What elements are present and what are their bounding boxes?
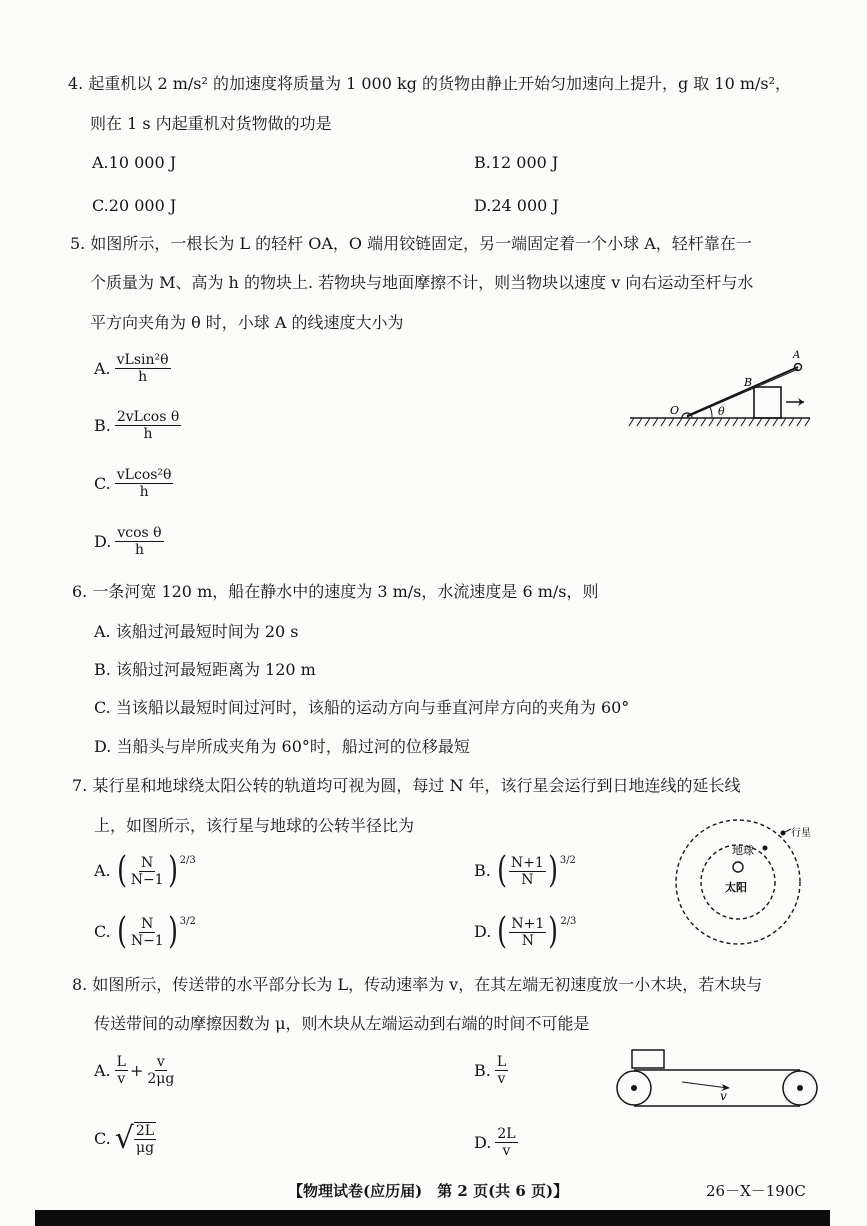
q5-option-b[interactable]: B. $\frac{\text{2vLcos θ}}{h}$ xyxy=(94,409,180,442)
bottom-black-bar xyxy=(35,1210,830,1226)
earth-dot xyxy=(763,846,768,851)
velocity-arrow xyxy=(682,1082,728,1088)
label-planet: 行星 xyxy=(791,828,811,839)
block xyxy=(754,387,781,418)
q5-option-a[interactable]: A. $\frac{\text{vLsin²θ}}{h}$ xyxy=(94,352,169,385)
q7-option-d-expression: ( $\frac{N+1}{N}$ ) $^{2/3}$ xyxy=(497,911,577,952)
q8-option-b[interactable]: B. $\frac{L}{v}$ xyxy=(474,1054,507,1087)
ground-hatching xyxy=(629,418,810,426)
q5-option-c[interactable]: C. $\frac{\text{vLcos²θ}}{h}$ xyxy=(94,467,172,500)
q8-stem-line2: 传送带间的动摩擦因数为 μ，则木块从左端运动到右端的时间不可能是 xyxy=(94,1014,590,1033)
q5-option-d-fraction: $\frac{\text{vcos θ}}{h}$ xyxy=(117,525,162,558)
q4-stem-line1: 4. 起重机以 2 m/s² 的加速度将质量为 1 000 kg 的货物由静止开始匀加速向上提升，g 取 10 m/s²， xyxy=(68,74,792,93)
footer-title: 【物理试卷(应历届) 第 2 页(共 6 页)】 xyxy=(288,1182,569,1200)
wood-block xyxy=(632,1050,664,1068)
q5-stem-line3: 平方向夹角为 θ 时，小球 A 的线速度大小为 xyxy=(90,313,404,332)
angle-arc xyxy=(710,407,712,418)
q4-option-d[interactable]: D.24 000 J xyxy=(474,196,559,215)
label-v: v xyxy=(720,1089,727,1103)
sun-icon xyxy=(733,862,743,872)
label-earth: 地球 xyxy=(732,844,754,857)
q8-option-a[interactable]: A. $\frac{L}{v}$ + $\frac{v}{2\mu g}$ xyxy=(94,1054,175,1087)
q7-option-c[interactable]: C. ( $\frac{N}{N-1}$ ) $^{3/2}$ xyxy=(94,911,196,952)
q6-stem: 6. 一条河宽 120 m，船在静水中的速度为 3 m/s，水流速度是 6 m/s，则 xyxy=(72,582,599,601)
q7-option-a[interactable]: A. ( $\frac{N}{N-1}$ ) $^{2/3}$ xyxy=(94,850,196,891)
q8-option-d[interactable]: D. $\frac{2L}{v}$ xyxy=(474,1126,516,1159)
q7-stem-line2: 上，如图所示，该行星与地球的公转半径比为 xyxy=(94,816,415,835)
q4-option-a[interactable]: A.10 000 J xyxy=(92,153,177,172)
q5-option-c-fraction: $\frac{\text{vLcos²θ}}{h}$ xyxy=(116,467,172,500)
q7-stem-line1: 7. 某行星和地球绕太阳公转的轨道均可视为圆，每过 N 年，该行星会运行到日地连线的延长线 xyxy=(72,776,741,795)
footer-code: 26－X－190C xyxy=(706,1182,806,1200)
q4-stem-line2: 则在 1 s 内起重机对货物做的功是 xyxy=(90,114,332,133)
q5-stem-line1: 5. 如图所示，一根长为 L 的轻杆 OA，O 端用铰链固定，另一端固定着一个小球 A，轻杆靠在一 xyxy=(70,234,752,253)
q6-option-c[interactable]: C. 当该船以最短时间过河时，该船的运动方向与垂直河岸方向的夹角为 60° xyxy=(94,698,630,717)
label-theta: θ xyxy=(718,405,725,418)
q8-option-c[interactable]: C. √ $\frac{2L}{\mu g}$ xyxy=(94,1121,155,1156)
q5-option-a-fraction: $\frac{\text{vLsin²θ}}{h}$ xyxy=(116,352,169,385)
label-b: B xyxy=(744,376,753,389)
label-a: A xyxy=(793,350,801,361)
q4-option-b[interactable]: B.12 000 J xyxy=(474,153,559,172)
q5-option-d[interactable]: D. $\frac{\text{vcos θ}}{h}$ xyxy=(94,525,162,558)
q6-option-a[interactable]: A. 该船过河最短时间为 20 s xyxy=(94,622,299,641)
q7-option-b-expression: ( $\frac{N+1}{N}$ ) $^{3/2}$ xyxy=(496,850,576,891)
q5-rod-block-diagram xyxy=(628,336,818,436)
q7-option-a-expression: ( $\frac{N}{N-1}$ ) $^{2/3}$ xyxy=(116,850,196,891)
label-o: O xyxy=(670,404,680,417)
q6-option-b[interactable]: B. 该船过河最短距离为 120 m xyxy=(94,660,316,679)
q7-option-d[interactable]: D. ( $\frac{N+1}{N}$ ) $^{2/3}$ xyxy=(474,911,577,952)
q8-conveyor-diagram xyxy=(612,1044,822,1112)
label-sun: 太阳 xyxy=(725,881,747,894)
q8-stem-line1: 8. 如图所示，传送带的水平部分长为 L，传动速率为 v，在其左端无初速度放一小木块，若木块与 xyxy=(72,975,763,994)
q6-option-d[interactable]: D. 当船头与岸所成夹角为 60°时，船过河的位移最短 xyxy=(94,737,470,756)
q7-option-b[interactable]: B. ( $\frac{N+1}{N}$ ) $^{3/2}$ xyxy=(474,850,576,891)
q5-stem-line2: 个质量为 M、高为 h 的物块上. 若物块与地面摩擦不计，则当物块以速度 v 向右运动至杆与水 xyxy=(90,273,754,292)
q7-option-c-expression: ( $\frac{N}{N-1}$ ) $^{3/2}$ xyxy=(116,911,196,952)
q5-option-b-fraction: $\frac{\text{2vLcos θ}}{h}$ xyxy=(116,409,180,442)
q4-option-c[interactable]: C.20 000 J xyxy=(92,196,177,215)
sqrt-expression: √ $\frac{2L}{\mu g}$ xyxy=(114,1121,155,1156)
q7-orbit-diagram xyxy=(670,812,820,952)
